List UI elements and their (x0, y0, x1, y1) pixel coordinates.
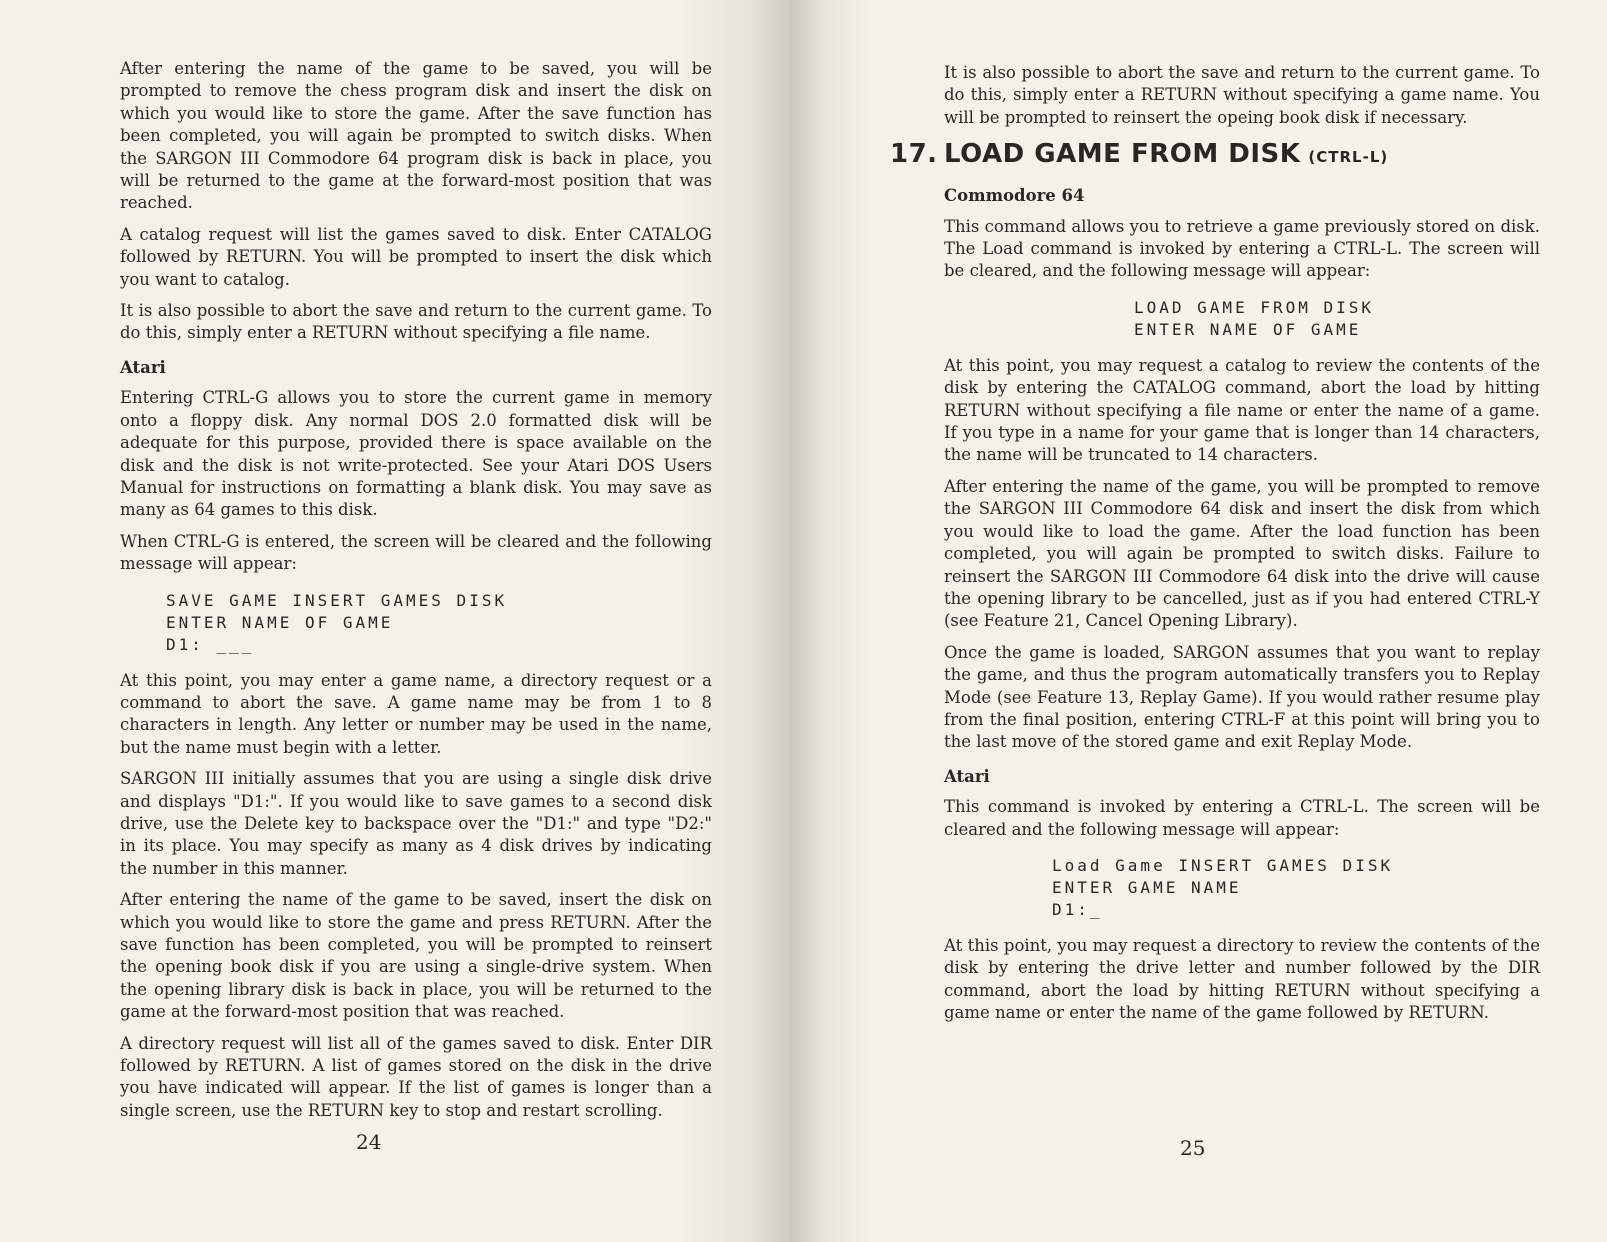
left-page (0, 0, 790, 1242)
paragraph: At this point, you may request a catalog to review the contents of the disk by entering the CATALOG command, abort the load by hitting RETURN without specifying a file name or enter the name of a game. If you type in a name for your game that is longer than 14 characters, the name will be truncated to 14 characters. (944, 355, 1540, 465)
screen-message: Load Game INSERT GAMES DISK ENTER GAME NAME D1:_ (1052, 855, 1394, 919)
paragraph: A catalog request will list the games saved to disk. Enter CATALOG followed by RETURN. You will be prompted to insert the disk which you want to catalog. (120, 224, 712, 289)
page-number: 25 (1180, 1136, 1206, 1160)
paragraph: This command allows you to retrieve a game previously stored on disk. The Load command is invoked by entering a CTRL-L. The screen will be cleared, and the following message will appear: (944, 216, 1540, 281)
paragraph: After entering the name of the game, you will be prompted to remove the SARGON III Commodore 64 disk and insert the disk from which you would like to load the game. After the load function has been completed, you will again be prompted to switch disks. Failure to reinsert the SARGON III Commodore 64 disk into the drive will cause the opening library to be cancelled, just as if you had entered CTRL-Y (see Feature 21, Cancel Opening Library). (944, 476, 1540, 631)
paragraph: A directory request will list all of the games saved to disk. Enter DIR followed by RETURN. A list of games stored on the disk in the drive you have indicated will appear. If the list of games is longer than a single screen, use the RETURN key to stop and restart scrolling. (120, 1033, 712, 1120)
right-page (790, 0, 1607, 1242)
paragraph: SARGON III initially assumes that you are using a single disk drive and displays "D1:". If you would like to save games to a second disk drive, use the Delete key to backspace over the "D1:" and type "D2:" in its place. You may specify as many as 4 disk drives by indicating the number in this manner. (120, 769, 712, 878)
paragraph: It is also possible to abort the save and return to the current game. To do this, simply enter a RETURN without specifying a file name. (120, 301, 712, 343)
paragraph: After entering the name of the game to be saved, you will be prompted to remove the chess program disk and insert the disk on which you would like to store the game. After the save function has been completed, you will again be prompted to switch disks. When the SARGON III Commodore 64 program disk is back in place, you will be returned to the game at the forward-most position that was reached. (120, 59, 712, 213)
paragraph: Entering CTRL-G allows you to store the current game in memory onto a floppy disk. Any normal DOS 2.0 formatted disk will be adequate for this purpose, provided there is space available on the disk and the disk is not write-protected. See your Atari DOS Users Manual for instructions on formatting a blank disk. You may save as many as 64 games to this disk. (120, 388, 712, 520)
paragraph: At this point, you may enter a game name, a directory request or a command to abort the save. A game name may be from 1 to 8 characters in length. Any letter or number may be used in the name, but the name must begin with a letter. (120, 670, 712, 757)
left-page-text (120, 58, 712, 1131)
section-number: 17. (890, 139, 938, 170)
subheading-commodore-64: Commodore 64 (944, 186, 1085, 206)
section-heading (890, 138, 1540, 173)
subheading-atari: Atari (120, 357, 166, 377)
paragraph: This command is invoked by entering a CTRL-L. The screen will be cleared and the following message will appear: (944, 797, 1540, 839)
right-page-text (890, 62, 1540, 1034)
section-title: LOAD GAME FROM DISK (944, 139, 1301, 170)
paragraph: Once the game is loaded, SARGON assumes that you want to replay the game, and thus the program automatically transfers you to Replay Mode (see Feature 13, Replay Game). If you would rather resume play from the final position, entering CTRL-F at this point will bring you to the last move of the stored game and exit Replay Mode. (944, 642, 1540, 752)
screen-message: SAVE GAME INSERT GAMES DISK ENTER NAME OF GAME D1: ___ (166, 590, 508, 654)
paragraph: At this point, you may request a directory to review the contents of the disk by entering the drive letter and number followed by the DIR command, abort the load by hitting RETURN without specifying a game name or enter the name of the game followed by RETURN. (944, 935, 1540, 1023)
subheading-atari: Atari (944, 766, 990, 786)
paragraph: It is also possible to abort the save and return to the current game. To do this, simply enter a RETURN without specifying a game name. You will be prompted to reinsert the opeing book disk if necessary. (944, 63, 1540, 127)
section-shortcut: (CTRL-L) (1308, 148, 1389, 167)
paragraph: When CTRL-G is entered, the screen will be cleared and the following message will appear: (120, 531, 712, 574)
screen-message: LOAD GAME FROM DISK ENTER NAME OF GAME (1134, 297, 1375, 339)
page-number: 24 (356, 1130, 382, 1154)
paragraph: After entering the name of the game to be saved, insert the disk on which you would like to store the game and press RETURN. After the save function has been completed, you will be prompted to reinsert the opening book disk if you are using a single-drive system. When the opening library disk is back in place, you will be returned to the game at the forward-most position that was reached. (120, 890, 712, 1022)
